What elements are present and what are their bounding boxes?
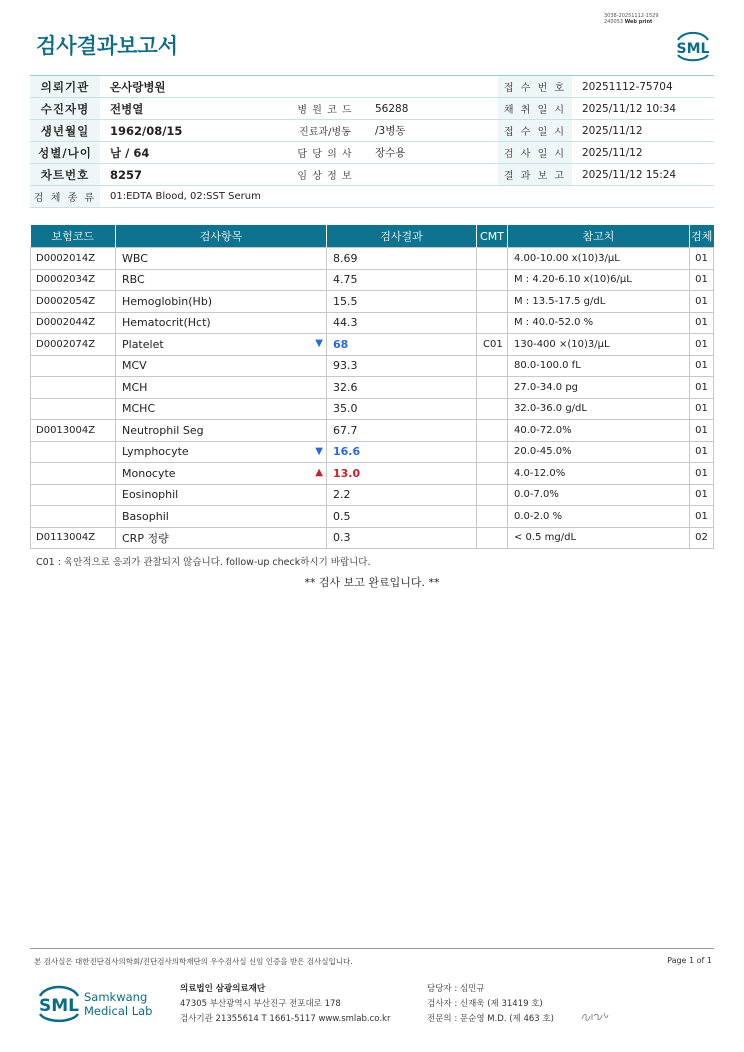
info-row [30,120,714,142]
specimen-cell: 01 [690,377,714,399]
footer-logo-name1: Samkwang [84,990,148,1004]
footer-logo-name2: Medical Lab [84,1004,153,1018]
specimen-cell: 01 [690,398,714,420]
info-row [30,142,714,164]
specimen-type-label: 검 체 종 류 [30,186,100,208]
reference-range-cell: < 0.5 mg/dL [508,527,690,549]
cmt-cell [477,506,508,528]
table-row [31,484,714,506]
test-item-name: WBC [122,251,148,265]
patient-name-label: 수진자명 [30,98,100,120]
cmt-cell [477,248,508,270]
hospital-code-value: 56288 [365,98,498,120]
org-contact: 검사기관 21355614 T 1661-5117 www.smlab.co.kr [180,1014,391,1024]
results-header-row [31,225,714,248]
cmt-cell [477,527,508,549]
collection-datetime-label: 채 취 일 시 [498,98,572,120]
staff-info [427,982,554,1027]
test-item-name: Hematocrit(Hct) [122,316,211,330]
test-item-name: Basophil [122,509,169,523]
test-item-cell [116,291,327,313]
insurance-code-cell [31,398,116,420]
table-row [31,527,714,549]
clinical-info-value [365,164,498,186]
reference-range-cell: 0.0-2.0 % [508,506,690,528]
print-info [604,13,659,25]
specimen-cell: 01 [690,248,714,270]
specimen-cell: 01 [690,441,714,463]
report-datetime-label: 결 과 보 고 [498,164,572,186]
triangle-down-icon: ▼ [315,338,323,349]
reference-range-cell: 80.0-100.0 fL [508,355,690,377]
cmt-cell [477,420,508,442]
test-item-cell [116,441,327,463]
result-value-cell: 2.2 [327,484,477,506]
result-value-cell: 35.0 [327,398,477,420]
table-row [31,420,714,442]
department-ward-label: 진료과/병동 [285,120,365,142]
specimen-cell: 01 [690,506,714,528]
result-value-cell: 32.6 [327,377,477,399]
chart-number-value: 8257 [100,164,285,186]
test-item-cell [116,527,327,549]
cmt-cell [477,291,508,313]
reference-range-cell: 20.0-45.0% [508,441,690,463]
table-row [31,312,714,334]
result-value-cell: 4.75 [327,269,477,291]
certification-text: 본 검사실은 대한진단검사의학회/진단검사의학재단의 우수검사실 신임 인증을 받은 검사실입니다. [34,957,353,966]
result-value-cell: 67.7 [327,420,477,442]
clinical-info-label: 임 상 정 보 [285,164,365,186]
birth-date-value: 1962/08/15 [100,120,285,142]
specimen-cell: 01 [690,312,714,334]
samkwang-logo-icon [36,980,166,1026]
department-ward-value: /3병동 [365,120,498,142]
table-row [31,355,714,377]
print-line1: 3038-20251112-1529 [604,13,659,19]
collection-datetime-value: 2025/11/12 10:34 [572,98,714,120]
cmt-cell [477,269,508,291]
test-item-cell [116,248,327,270]
specimen-type-value: 01:EDTA Blood, 02:SST Serum [100,186,714,208]
reference-range-cell: 4.00-10.00 x(10)3/μL [508,248,690,270]
report-datetime-value: 2025/11/12 15:24 [572,164,714,186]
patient-name-value: 전병열 [100,98,285,120]
reference-range-cell: 0.0-7.0% [508,484,690,506]
staff-tester: 검사자 : 신재욱 (제 31419 호) [427,999,543,1009]
requesting-institution-label: 의뢰기관 [30,76,100,98]
specimen-cell: 01 [690,420,714,442]
table-row [31,291,714,313]
reference-range-cell: 130-400 ×(10)3/μL [508,334,690,356]
sex-age-value: 남 / 64 [100,142,285,164]
test-item-cell [116,420,327,442]
insurance-code-cell: D0002074Z [31,334,116,356]
insurance-code-cell: D0002054Z [31,291,116,313]
signature-icon [580,1010,610,1024]
triangle-down-icon: ▼ [315,445,323,457]
results-table [30,225,714,549]
report-complete-text: ** 검사 보고 완료입니다. ** [304,576,440,589]
test-date-label: 검 사 일 시 [498,142,572,164]
insurance-code-cell [31,463,116,485]
report-title: 검사결과보고서 [36,34,179,58]
web-print-label: Web print [624,19,653,25]
result-value-cell: 0.3 [327,527,477,549]
receipt-date-label: 접 수 일 시 [498,120,572,142]
test-item-cell [116,398,327,420]
sex-age-label: 성별/나이 [30,142,100,164]
insurance-code-cell: D0002044Z [31,312,116,334]
insurance-code-cell [31,484,116,506]
table-row [31,269,714,291]
table-row [31,377,714,399]
test-item-name: Platelet [122,337,164,351]
table-row [31,398,714,420]
test-item-name: Hemoglobin(Hb) [122,294,213,308]
footer-divider [30,948,714,949]
insurance-code-cell [31,355,116,377]
specimen-cell: 01 [690,484,714,506]
test-item-cell [116,269,327,291]
insurance-code-cell [31,377,116,399]
birth-date-label: 생년월일 [30,120,100,142]
test-item-cell [116,377,327,399]
reference-range-cell: M : 13.5-17.5 g/dL [508,291,690,313]
cmt-cell [477,312,508,334]
info-row [30,164,714,186]
logo-text: SML [676,41,710,57]
org-address: 47305 부산광역시 부산진구 전포대로 178 [180,999,341,1009]
receipt-number-value: 20251112-75704 [572,76,714,98]
insurance-code-cell: D0013004Z [31,420,116,442]
attending-doctor-label: 담 당 의 사 [285,142,365,164]
test-item-name: CRP 정량 [122,531,169,545]
specimen-cell: 01 [690,355,714,377]
test-item-name: Monocyte [122,466,176,480]
test-item-name: Eosinophil [122,488,179,502]
insurance-code-cell: D0113004Z [31,527,116,549]
receipt-date-value: 2025/11/12 [572,120,714,142]
test-item-cell [116,334,327,356]
cmt-cell [477,441,508,463]
col-header-result: 검사결과 [327,225,477,248]
test-item-name: MCV [122,359,147,373]
reference-range-cell: 27.0-34.0 pg [508,377,690,399]
test-item-cell [116,312,327,334]
result-value-cell: 44.3 [327,312,477,334]
table-row [31,506,714,528]
attending-doctor-value: 장수용 [365,142,498,164]
test-item-cell [116,463,327,485]
cmt-cell [477,398,508,420]
test-item-name: MCH [122,380,148,394]
insurance-code-cell [31,441,116,463]
chart-number-label: 차트번호 [30,164,100,186]
test-date-value: 2025/11/12 [572,142,714,164]
specimen-cell: 02 [690,527,714,549]
test-item-name: Neutrophil Seg [122,423,204,437]
page-number: Page 1 of 1 [667,956,712,965]
requesting-institution-value: 온사랑병원 [100,76,498,98]
reference-range-cell: 32.0-36.0 g/dL [508,398,690,420]
insurance-code-cell: D0002034Z [31,269,116,291]
cmt-cell: C01 [477,334,508,356]
info-row [30,76,714,98]
reference-range-cell: M : 40.0-52.0 % [508,312,690,334]
staff-in-charge: 담당자 : 심민규 [427,984,485,994]
patient-info-table [30,75,714,208]
sml-logo-icon [672,28,714,62]
triangle-up-icon: ▲ [315,467,323,478]
table-row [31,334,714,356]
reference-range-cell: 4.0-12.0% [508,463,690,485]
test-item-name: MCHC [122,402,156,416]
test-item-name: Lymphocyte [122,445,189,459]
reference-range-cell: M : 4.20-6.10 x(10)6/μL [508,269,690,291]
staff-specialist: 전문의 : 문순영 M.D. (제 463 호) [427,1014,554,1024]
info-row [30,186,714,208]
table-row [31,248,714,270]
receipt-number-label: 접 수 번 호 [498,76,572,98]
result-value-cell: 13.0 [327,463,477,485]
col-header-test-item: 검사항목 [116,225,327,248]
result-value-cell: 68 [327,334,477,356]
insurance-code-cell [31,506,116,528]
test-item-cell [116,506,327,528]
cmt-cell [477,377,508,399]
cmt-cell [477,463,508,485]
print-line2: 240053 [604,19,624,25]
organization-info [180,982,390,1027]
info-row [30,98,714,120]
col-header-insurance-code: 보험코드 [31,225,116,248]
insurance-code-cell: D0002014Z [31,248,116,270]
specimen-cell: 01 [690,269,714,291]
col-header-cmt: CMT [477,225,508,248]
cmt-cell [477,484,508,506]
test-item-name: RBC [122,273,145,287]
result-value-cell: 15.5 [327,291,477,313]
table-row [31,463,714,485]
col-header-specimen: 검체 [690,225,714,248]
table-row [31,441,714,463]
result-value-cell: 0.5 [327,506,477,528]
result-value-cell: 8.69 [327,248,477,270]
specimen-cell: 01 [690,291,714,313]
hospital-code-label: 병 원 코 드 [285,98,365,120]
specimen-cell: 01 [690,334,714,356]
org-name: 의료법인 삼광의료재단 [180,984,266,994]
cmt-cell [477,355,508,377]
result-value-cell: 16.6 [327,441,477,463]
comment-note: C01 : 육안적으로 응괴가 관찰되지 않습니다. follow-up check하시기 바랍니다. [36,557,371,568]
test-item-cell [116,484,327,506]
col-header-reference: 참고치 [508,225,690,248]
specimen-cell: 01 [690,463,714,485]
test-item-cell [116,355,327,377]
reference-range-cell: 40.0-72.0% [508,420,690,442]
result-value-cell: 93.3 [327,355,477,377]
footer-logo-text: SML [39,996,79,1016]
